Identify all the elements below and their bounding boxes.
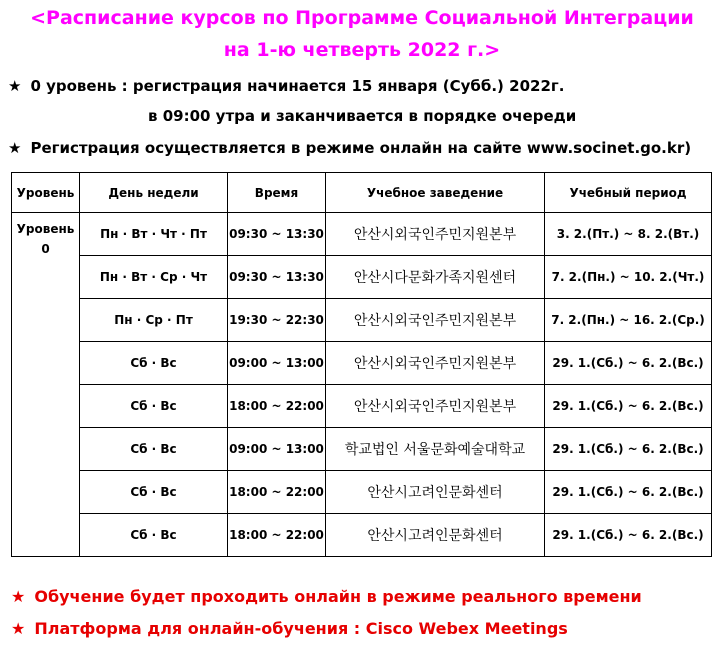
period-cell: 7. 2.(Пн.) ~ 10. 2.(Чт.) (545, 256, 712, 299)
time-cell: 09:30 ~ 13:30 (228, 256, 326, 299)
star-icon: ★ (11, 619, 26, 638)
info-line2-text: в 09:00 утра и заканчивается в порядке очереди (148, 107, 577, 125)
time-cell: 18:00 ~ 22:00 (228, 471, 326, 514)
institution-cell: 안산시고려인문화센터 (326, 514, 545, 557)
star-icon: ★ (8, 77, 22, 95)
schedule-table (11, 172, 712, 557)
header-level: Уровень (12, 173, 80, 213)
weekday-cell: Пн · Ср · Пт (80, 299, 228, 342)
institution-cell: 안산시다문화가족지원센터 (326, 256, 545, 299)
time-cell: 19:30 ~ 22:30 (228, 299, 326, 342)
period-cell: 29. 1.(Сб.) ~ 6. 2.(Вс.) (545, 428, 712, 471)
info-line-registration-site (8, 138, 691, 158)
footer-line2-text: Платформа для онлайн-обучения : Cisco Webex Meetings (34, 619, 568, 638)
time-cell: 09:30 ~ 13:30 (228, 213, 326, 256)
star-icon: ★ (8, 139, 22, 157)
table-row (12, 299, 712, 342)
header-weekday: День недели (80, 173, 228, 213)
table-row (12, 471, 712, 514)
header-period: Учебный период (545, 173, 712, 213)
weekday-cell: Сб · Вс (80, 428, 228, 471)
period-cell: 29. 1.(Сб.) ~ 6. 2.(Вс.) (545, 471, 712, 514)
weekday-cell: Сб · Вс (80, 471, 228, 514)
table-row (12, 342, 712, 385)
weekday-cell: Пн · Вт · Ср · Чт (80, 256, 228, 299)
period-cell: 29. 1.(Сб.) ~ 6. 2.(Вс.) (545, 385, 712, 428)
institution-cell: 안산시고려인문화센터 (326, 471, 545, 514)
weekday-cell: Сб · Вс (80, 514, 228, 557)
period-cell: 3. 2.(Пт.) ~ 8. 2.(Вт.) (545, 213, 712, 256)
institution-cell: 안산시외국인주민지원본부 (326, 385, 545, 428)
time-cell: 09:00 ~ 13:00 (228, 428, 326, 471)
table-row (12, 256, 712, 299)
period-cell: 29. 1.(Сб.) ~ 6. 2.(Вс.) (545, 342, 712, 385)
period-cell: 7. 2.(Пн.) ~ 16. 2.(Ср.) (545, 299, 712, 342)
info-line3-text: Регистрация осуществляется в режиме онлайн на сайте www.socinet.go.kr) (30, 139, 692, 157)
table-row (12, 385, 712, 428)
weekday-cell: Сб · Вс (80, 385, 228, 428)
info-line-registration-time (148, 106, 576, 126)
time-cell: 18:00 ~ 22:00 (228, 385, 326, 428)
institution-cell: 안산시외국인주민지원본부 (326, 342, 545, 385)
table-header-row (12, 173, 712, 213)
page-title-line1: <Расписание курсов по Программе Социальной Интеграции (30, 7, 694, 29)
table-row (12, 213, 712, 256)
level-cell: Уровень 0 (12, 213, 80, 557)
institution-cell: 안산시외국인주민지원본부 (326, 299, 545, 342)
weekday-cell: Сб · Вс (80, 342, 228, 385)
page-title-line2: на 1-ю четверть 2022 г.> (223, 39, 501, 61)
time-cell: 18:00 ~ 22:00 (228, 514, 326, 557)
info-line1-text: 0 уровень : регистрация начинается 15 января (Субб.) 2022г. (30, 77, 565, 95)
header-time: Время (228, 173, 326, 213)
table-row (12, 428, 712, 471)
institution-cell: 안산시외국인주민지원본부 (326, 213, 545, 256)
table-row (12, 514, 712, 557)
period-cell: 29. 1.(Сб.) ~ 6. 2.(Вс.) (545, 514, 712, 557)
institution-cell: 학교법인 서울문화예술대학교 (326, 428, 545, 471)
info-line-registration-start (8, 76, 564, 96)
footer-note-platform (11, 619, 568, 639)
header-institution: Учебное заведение (326, 173, 545, 213)
footer-line1-text: Обучение будет проходить онлайн в режиме реального времени (34, 587, 642, 606)
weekday-cell: Пн · Вт · Чт · Пт (80, 213, 228, 256)
time-cell: 09:00 ~ 13:00 (228, 342, 326, 385)
star-icon: ★ (11, 587, 26, 606)
footer-note-realtime (11, 587, 642, 607)
